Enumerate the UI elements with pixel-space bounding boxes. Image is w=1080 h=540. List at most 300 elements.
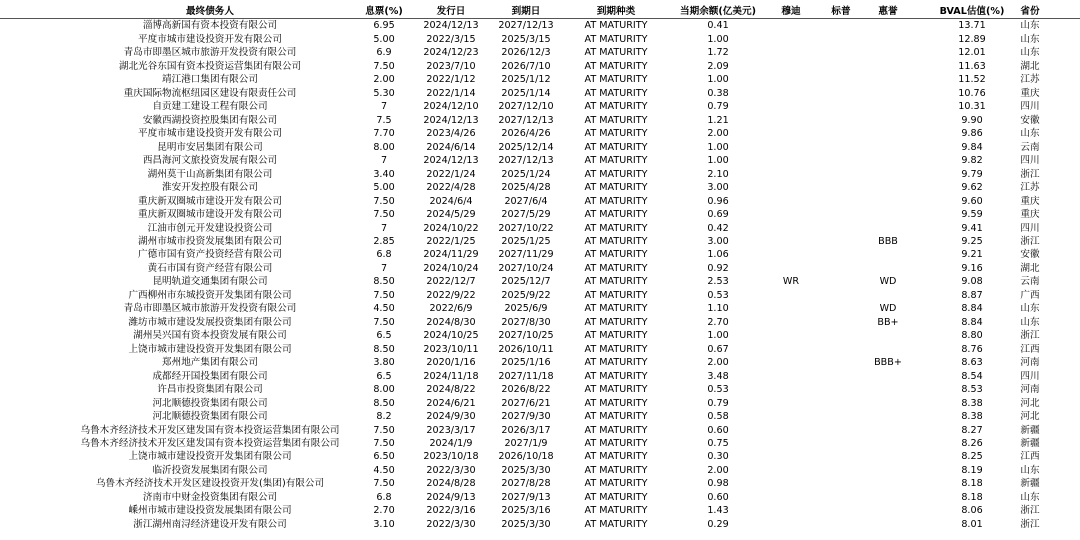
outstanding-cell: 0.42 bbox=[707, 222, 729, 234]
maturity-type-cell: AT MATURITY bbox=[584, 303, 648, 315]
coupon-cell: 7.70 bbox=[373, 128, 395, 140]
coupon-cell: 2.00 bbox=[373, 74, 395, 86]
outstanding-cell: 0.98 bbox=[707, 478, 729, 490]
coupon-cell: 3.80 bbox=[373, 357, 395, 369]
maturity-type-cell: AT MATURITY bbox=[584, 289, 648, 301]
outstanding-cell: 2.10 bbox=[707, 168, 729, 180]
maturity-type-cell: AT MATURITY bbox=[584, 330, 648, 342]
maturity-date-cell: 2027/10/22 bbox=[498, 222, 554, 234]
table-row bbox=[0, 87, 1080, 100]
maturity-date-cell: 2027/9/13 bbox=[501, 491, 551, 503]
maturity-date-cell: 2026/3/17 bbox=[501, 424, 551, 436]
outstanding-cell: 0.75 bbox=[707, 438, 729, 449]
outstanding-cell: 0.38 bbox=[707, 87, 729, 99]
bval-cell: 9.59 bbox=[961, 209, 983, 221]
outstanding-cell: 1.00 bbox=[707, 330, 729, 342]
maturity-date-cell: 2025/9/22 bbox=[501, 289, 551, 301]
bval-cell: 9.82 bbox=[961, 155, 983, 167]
province-cell: 重庆 bbox=[1020, 209, 1040, 221]
outstanding-cell: 0.69 bbox=[707, 209, 729, 221]
maturity-date-cell: 2027/11/29 bbox=[498, 249, 554, 261]
header-moodys: 穆迪 bbox=[781, 6, 801, 17]
bval-cell: 8.54 bbox=[961, 370, 983, 382]
coupon-cell: 6.9 bbox=[376, 47, 392, 59]
outstanding-cell: 1.43 bbox=[707, 505, 729, 517]
table-row bbox=[0, 33, 1080, 46]
maturity-type-cell: AT MATURITY bbox=[584, 168, 648, 180]
outstanding-cell: 1.00 bbox=[707, 74, 729, 86]
maturity-type-cell: AT MATURITY bbox=[584, 491, 648, 503]
outstanding-cell: 1.10 bbox=[707, 303, 729, 315]
issue-date-cell: 2023/4/26 bbox=[426, 128, 476, 140]
bval-cell: 8.18 bbox=[961, 478, 983, 490]
obligor-cell: 乌鲁木齐经济技术开发区建发国有资本投资运营集团有限公司 bbox=[80, 424, 340, 436]
maturity-date-cell: 2025/3/15 bbox=[501, 33, 551, 45]
maturity-type-cell: AT MATURITY bbox=[584, 182, 648, 194]
table-row bbox=[0, 437, 1080, 450]
province-cell: 四川 bbox=[1020, 101, 1040, 113]
table-row bbox=[0, 73, 1080, 86]
maturity-type-cell: AT MATURITY bbox=[584, 397, 648, 409]
province-cell: 江苏 bbox=[1020, 74, 1040, 86]
province-cell: 山东 bbox=[1020, 128, 1040, 140]
header-maturity-date: 到期日 bbox=[511, 6, 541, 17]
obligor-cell: 青岛市即墨区城市旅游开发投资有限公司 bbox=[123, 47, 297, 59]
maturity-date-cell: 2025/12/14 bbox=[498, 141, 554, 153]
issue-date-cell: 2022/1/24 bbox=[426, 168, 476, 180]
table-row bbox=[0, 114, 1080, 127]
outstanding-cell: 2.70 bbox=[707, 316, 729, 328]
bond-table bbox=[0, 5, 1080, 535]
bval-cell: 9.25 bbox=[961, 235, 983, 247]
table-row bbox=[0, 424, 1080, 437]
coupon-cell: 5.00 bbox=[373, 33, 395, 45]
maturity-type-cell: AT MATURITY bbox=[584, 478, 648, 490]
table-row bbox=[0, 464, 1080, 477]
header-outstanding: 当期余额(亿美元) bbox=[680, 6, 756, 17]
obligor-cell: 湖州莫干山高新集团有限公司 bbox=[147, 168, 273, 180]
issue-date-cell: 2024/6/21 bbox=[426, 397, 476, 409]
maturity-type-cell: AT MATURITY bbox=[584, 505, 648, 517]
maturity-date-cell: 2027/6/4 bbox=[504, 195, 548, 207]
obligor-cell: 乌鲁木齐经济技术开发区建发国有资本投资运营集团有限公司 bbox=[80, 438, 340, 449]
maturity-type-cell: AT MATURITY bbox=[584, 33, 648, 45]
maturity-type-cell: AT MATURITY bbox=[584, 128, 648, 140]
obligor-cell: 淄博高新国有资本投资有限公司 bbox=[142, 20, 278, 32]
issue-date-cell: 2024/1/9 bbox=[429, 438, 473, 449]
issue-date-cell: 2024/9/30 bbox=[426, 411, 476, 423]
obligor-cell: 上饶市城市建设投资开发集团有限公司 bbox=[128, 451, 292, 463]
obligor-cell: 潍坊市城市建设发展投资集团有限公司 bbox=[128, 316, 292, 328]
bval-cell: 9.16 bbox=[961, 262, 983, 274]
table-row bbox=[0, 208, 1080, 221]
maturity-date-cell: 2025/3/16 bbox=[501, 505, 551, 517]
bval-cell: 8.18 bbox=[961, 491, 983, 503]
issue-date-cell: 2023/10/11 bbox=[423, 343, 479, 355]
table-body bbox=[0, 19, 1080, 531]
province-cell: 新疆 bbox=[1020, 438, 1040, 449]
issue-date-cell: 2024/11/29 bbox=[423, 249, 479, 261]
bval-cell: 13.71 bbox=[958, 20, 986, 32]
obligor-cell: 嵊州市城市建设投资发展集团有限公司 bbox=[128, 505, 292, 517]
obligor-cell: 青岛市即墨区城市旅游开发投资有限公司 bbox=[123, 303, 297, 315]
table-row bbox=[0, 343, 1080, 356]
table-row bbox=[0, 504, 1080, 517]
bval-cell: 8.84 bbox=[961, 303, 983, 315]
maturity-type-cell: AT MATURITY bbox=[584, 276, 648, 288]
province-cell: 山东 bbox=[1020, 491, 1040, 503]
maturity-date-cell: 2027/10/25 bbox=[498, 330, 554, 342]
coupon-cell: 7.50 bbox=[373, 60, 395, 72]
outstanding-cell: 0.30 bbox=[707, 451, 729, 463]
coupon-cell: 8.50 bbox=[373, 397, 395, 409]
province-cell: 江西 bbox=[1020, 451, 1040, 463]
province-cell: 新疆 bbox=[1020, 424, 1040, 436]
header-sp: 标普 bbox=[831, 6, 851, 17]
maturity-type-cell: AT MATURITY bbox=[584, 262, 648, 274]
bval-cell: 11.52 bbox=[958, 74, 986, 86]
obligor-cell: 淮安开发控股有限公司 bbox=[162, 182, 258, 194]
table-row bbox=[0, 329, 1080, 342]
coupon-cell: 7 bbox=[380, 155, 388, 167]
outstanding-cell: 1.21 bbox=[707, 114, 729, 126]
coupon-cell: 7 bbox=[380, 101, 388, 113]
outstanding-cell: 0.79 bbox=[707, 397, 729, 409]
province-cell: 四川 bbox=[1020, 222, 1040, 234]
table-row bbox=[0, 222, 1080, 235]
obligor-cell: 郑州地产集团有限公司 bbox=[162, 357, 258, 369]
bval-cell: 8.38 bbox=[961, 411, 983, 423]
outstanding-cell: 2.09 bbox=[707, 60, 729, 72]
obligor-cell: 上饶市城市建设投资开发集团有限公司 bbox=[128, 343, 292, 355]
province-cell: 河南 bbox=[1020, 357, 1040, 369]
maturity-type-cell: AT MATURITY bbox=[584, 20, 648, 32]
table-row bbox=[0, 370, 1080, 383]
header-fitch: 惠誉 bbox=[878, 6, 898, 17]
fitch-cell: BBB+ bbox=[874, 357, 902, 369]
issue-date-cell: 2024/11/18 bbox=[423, 370, 479, 382]
maturity-type-cell: AT MATURITY bbox=[584, 101, 648, 113]
province-cell: 江苏 bbox=[1020, 182, 1040, 194]
table-row bbox=[0, 316, 1080, 329]
province-cell: 山东 bbox=[1020, 47, 1040, 59]
obligor-cell: 平度市城市建设投资开发有限公司 bbox=[138, 128, 282, 140]
province-cell: 四川 bbox=[1020, 155, 1040, 167]
issue-date-cell: 2022/4/28 bbox=[426, 182, 476, 194]
coupon-cell: 7.50 bbox=[373, 478, 395, 490]
maturity-date-cell: 2026/12/3 bbox=[501, 47, 551, 59]
obligor-cell: 平度市城市建设投资开发有限公司 bbox=[138, 33, 282, 45]
header-maturity-type: 到期种类 bbox=[596, 6, 636, 17]
maturity-date-cell: 2027/12/13 bbox=[498, 114, 554, 126]
maturity-date-cell: 2025/1/24 bbox=[501, 168, 551, 180]
maturity-type-cell: AT MATURITY bbox=[584, 155, 648, 167]
province-cell: 云南 bbox=[1020, 276, 1040, 288]
bval-cell: 8.26 bbox=[961, 438, 983, 449]
issue-date-cell: 2024/9/13 bbox=[426, 491, 476, 503]
table-row bbox=[0, 141, 1080, 154]
maturity-date-cell: 2026/10/18 bbox=[498, 451, 554, 463]
issue-date-cell: 2023/3/17 bbox=[426, 424, 476, 436]
maturity-date-cell: 2027/1/9 bbox=[504, 438, 548, 449]
bval-cell: 8.01 bbox=[961, 518, 983, 530]
table-row bbox=[0, 383, 1080, 396]
maturity-type-cell: AT MATURITY bbox=[584, 411, 648, 423]
outstanding-cell: 0.96 bbox=[707, 195, 729, 207]
outstanding-cell: 0.53 bbox=[707, 384, 729, 396]
header-issue-date: 发行日 bbox=[436, 6, 466, 17]
coupon-cell: 7 bbox=[380, 262, 388, 274]
header-coupon: 息票(%) bbox=[365, 6, 403, 17]
province-cell: 新疆 bbox=[1020, 478, 1040, 490]
table-row bbox=[0, 19, 1080, 32]
bval-cell: 9.60 bbox=[961, 195, 983, 207]
fitch-cell: BB+ bbox=[877, 316, 899, 328]
coupon-cell: 8.00 bbox=[373, 141, 395, 153]
bval-cell: 8.53 bbox=[961, 384, 983, 396]
table-row bbox=[0, 127, 1080, 140]
maturity-type-cell: AT MATURITY bbox=[584, 370, 648, 382]
maturity-type-cell: AT MATURITY bbox=[584, 87, 648, 99]
maturity-type-cell: AT MATURITY bbox=[584, 249, 648, 261]
bval-cell: 9.08 bbox=[961, 276, 983, 288]
maturity-date-cell: 2026/7/10 bbox=[501, 60, 551, 72]
maturity-type-cell: AT MATURITY bbox=[584, 384, 648, 396]
bval-cell: 9.90 bbox=[961, 114, 983, 126]
table-row bbox=[0, 100, 1080, 113]
maturity-type-cell: AT MATURITY bbox=[584, 141, 648, 153]
coupon-cell: 4.50 bbox=[373, 303, 395, 315]
outstanding-cell: 0.58 bbox=[707, 411, 729, 423]
bval-cell: 8.38 bbox=[961, 397, 983, 409]
fitch-cell: WD bbox=[879, 303, 897, 315]
outstanding-cell: 3.00 bbox=[707, 182, 729, 194]
coupon-cell: 7.50 bbox=[373, 289, 395, 301]
bval-cell: 9.62 bbox=[961, 182, 983, 194]
bval-cell: 8.27 bbox=[961, 424, 983, 436]
maturity-type-cell: AT MATURITY bbox=[584, 464, 648, 476]
province-cell: 河北 bbox=[1020, 411, 1040, 423]
maturity-date-cell: 2025/6/9 bbox=[504, 303, 548, 315]
issue-date-cell: 2022/3/15 bbox=[426, 33, 476, 45]
maturity-date-cell: 2025/1/12 bbox=[501, 74, 551, 86]
issue-date-cell: 2022/3/30 bbox=[426, 518, 476, 530]
obligor-cell: 重庆新双圈城市建设开发有限公司 bbox=[138, 209, 282, 221]
maturity-date-cell: 2025/4/28 bbox=[501, 182, 551, 194]
province-cell: 安徽 bbox=[1020, 249, 1040, 261]
bval-cell: 9.79 bbox=[961, 168, 983, 180]
province-cell: 江西 bbox=[1020, 343, 1040, 355]
table-row bbox=[0, 491, 1080, 504]
issue-date-cell: 2022/3/30 bbox=[426, 464, 476, 476]
maturity-type-cell: AT MATURITY bbox=[584, 74, 648, 86]
issue-date-cell: 2022/3/16 bbox=[426, 505, 476, 517]
issue-date-cell: 2023/7/10 bbox=[426, 60, 476, 72]
obligor-cell: 昆明轨道交通集团有限公司 bbox=[152, 276, 268, 288]
outstanding-cell: 1.00 bbox=[707, 155, 729, 167]
maturity-type-cell: AT MATURITY bbox=[584, 424, 648, 436]
maturity-date-cell: 2026/10/11 bbox=[498, 343, 554, 355]
table-row bbox=[0, 356, 1080, 369]
issue-date-cell: 2024/12/23 bbox=[423, 47, 479, 59]
obligor-cell: 湖北光谷东国有资本投资运营集团有限公司 bbox=[118, 60, 302, 72]
maturity-date-cell: 2027/8/28 bbox=[501, 478, 551, 490]
bval-cell: 8.06 bbox=[961, 505, 983, 517]
maturity-date-cell: 2027/12/13 bbox=[498, 20, 554, 32]
table-header bbox=[0, 5, 1080, 19]
header-obligor: 最终债务人 bbox=[186, 6, 234, 17]
maturity-date-cell: 2027/6/21 bbox=[501, 397, 551, 409]
coupon-cell: 8.50 bbox=[373, 276, 395, 288]
coupon-cell: 7.50 bbox=[373, 209, 395, 221]
obligor-cell: 河北顺德投资集团有限公司 bbox=[152, 411, 268, 423]
fitch-cell: WD bbox=[879, 276, 897, 288]
table-row bbox=[0, 248, 1080, 261]
province-cell: 山东 bbox=[1020, 303, 1040, 315]
issue-date-cell: 2024/10/25 bbox=[423, 330, 479, 342]
bval-cell: 10.31 bbox=[958, 101, 986, 113]
issue-date-cell: 2024/12/13 bbox=[423, 114, 479, 126]
issue-date-cell: 2022/6/9 bbox=[429, 303, 473, 315]
coupon-cell: 8.00 bbox=[373, 384, 395, 396]
issue-date-cell: 2024/5/29 bbox=[426, 209, 476, 221]
maturity-date-cell: 2025/1/25 bbox=[501, 235, 551, 247]
coupon-cell: 6.95 bbox=[373, 20, 395, 32]
outstanding-cell: 0.92 bbox=[707, 262, 729, 274]
province-cell: 安徽 bbox=[1020, 114, 1040, 126]
province-cell: 湖北 bbox=[1020, 60, 1040, 72]
issue-date-cell: 2024/8/22 bbox=[426, 384, 476, 396]
maturity-date-cell: 2027/8/30 bbox=[501, 316, 551, 328]
outstanding-cell: 0.60 bbox=[707, 424, 729, 436]
table-row bbox=[0, 275, 1080, 288]
outstanding-cell: 0.29 bbox=[707, 518, 729, 530]
bval-cell: 9.21 bbox=[961, 249, 983, 261]
bval-cell: 8.84 bbox=[961, 316, 983, 328]
issue-date-cell: 2024/6/14 bbox=[426, 141, 476, 153]
obligor-cell: 黄石市国有资产经营有限公司 bbox=[147, 262, 273, 274]
issue-date-cell: 2022/1/25 bbox=[426, 235, 476, 247]
table-row bbox=[0, 450, 1080, 463]
outstanding-cell: 0.79 bbox=[707, 101, 729, 113]
obligor-cell: 湖州吴兴国有资本投资发展有限公司 bbox=[133, 330, 287, 342]
obligor-cell: 广德市国有资产投资经营有限公司 bbox=[138, 249, 282, 261]
obligor-cell: 广西柳州市东城投资开发集团有限公司 bbox=[128, 289, 292, 301]
issue-date-cell: 2022/1/14 bbox=[426, 87, 476, 99]
table-row bbox=[0, 168, 1080, 181]
issue-date-cell: 2022/1/12 bbox=[426, 74, 476, 86]
province-cell: 重庆 bbox=[1020, 87, 1040, 99]
coupon-cell: 7.50 bbox=[373, 195, 395, 207]
outstanding-cell: 1.00 bbox=[707, 33, 729, 45]
coupon-cell: 8.50 bbox=[373, 343, 395, 355]
maturity-type-cell: AT MATURITY bbox=[584, 343, 648, 355]
outstanding-cell: 0.41 bbox=[707, 20, 729, 32]
outstanding-cell: 0.60 bbox=[707, 491, 729, 503]
maturity-type-cell: AT MATURITY bbox=[584, 235, 648, 247]
issue-date-cell: 2022/12/7 bbox=[426, 276, 476, 288]
bval-cell: 12.01 bbox=[958, 47, 986, 59]
obligor-cell: 乌鲁木齐经济技术开发区建设投资开发(集团)有限公司 bbox=[95, 478, 325, 490]
maturity-date-cell: 2027/10/24 bbox=[498, 262, 554, 274]
outstanding-cell: 1.72 bbox=[707, 47, 729, 59]
issue-date-cell: 2024/8/30 bbox=[426, 316, 476, 328]
coupon-cell: 6.5 bbox=[376, 330, 392, 342]
table-row bbox=[0, 397, 1080, 410]
table-row bbox=[0, 262, 1080, 275]
maturity-date-cell: 2025/12/7 bbox=[501, 276, 551, 288]
obligor-cell: 浙江湖州南浔经济建设开发有限公司 bbox=[133, 518, 287, 530]
coupon-cell: 7.50 bbox=[373, 424, 395, 436]
issue-date-cell: 2024/12/10 bbox=[423, 101, 479, 113]
issue-date-cell: 2024/12/13 bbox=[423, 155, 479, 167]
coupon-cell: 6.8 bbox=[376, 249, 392, 261]
issue-date-cell: 2022/9/22 bbox=[426, 289, 476, 301]
issue-date-cell: 2023/10/18 bbox=[423, 451, 479, 463]
province-cell: 山东 bbox=[1020, 33, 1040, 45]
obligor-cell: 昆明市安居集团有限公司 bbox=[157, 141, 263, 153]
obligor-cell: 重庆新双圈城市建设开发有限公司 bbox=[138, 195, 282, 207]
outstanding-cell: 3.48 bbox=[707, 370, 729, 382]
province-cell: 河北 bbox=[1020, 397, 1040, 409]
outstanding-cell: 3.00 bbox=[707, 235, 729, 247]
bval-cell: 8.19 bbox=[961, 464, 983, 476]
obligor-cell: 重庆国际物流枢纽园区建设有限责任公司 bbox=[123, 87, 297, 99]
coupon-cell: 2.85 bbox=[373, 235, 395, 247]
maturity-type-cell: AT MATURITY bbox=[584, 316, 648, 328]
table-row bbox=[0, 154, 1080, 167]
bval-cell: 8.76 bbox=[961, 343, 983, 355]
province-cell: 广西 bbox=[1020, 289, 1040, 301]
coupon-cell: 8.2 bbox=[376, 411, 392, 423]
bval-cell: 8.63 bbox=[961, 357, 983, 369]
maturity-type-cell: AT MATURITY bbox=[584, 114, 648, 126]
table-row bbox=[0, 410, 1080, 423]
coupon-cell: 2.70 bbox=[373, 505, 395, 517]
outstanding-cell: 1.06 bbox=[707, 249, 729, 261]
obligor-cell: 江油市创元开发建设投资公司 bbox=[147, 222, 273, 234]
obligor-cell: 临沂投资发展集团有限公司 bbox=[152, 464, 268, 476]
table-row bbox=[0, 477, 1080, 490]
maturity-date-cell: 2025/3/30 bbox=[501, 464, 551, 476]
obligor-cell: 湖州市城市投资发展集团有限公司 bbox=[138, 235, 282, 247]
bval-cell: 8.80 bbox=[961, 330, 983, 342]
coupon-cell: 5.00 bbox=[373, 182, 395, 194]
maturity-date-cell: 2027/12/13 bbox=[498, 155, 554, 167]
maturity-date-cell: 2026/8/22 bbox=[501, 384, 551, 396]
province-cell: 浙江 bbox=[1020, 168, 1040, 180]
maturity-type-cell: AT MATURITY bbox=[584, 357, 648, 369]
bval-cell: 8.87 bbox=[961, 289, 983, 301]
outstanding-cell: 2.00 bbox=[707, 128, 729, 140]
table-row bbox=[0, 518, 1080, 531]
issue-date-cell: 2024/10/22 bbox=[423, 222, 479, 234]
coupon-cell: 6.5 bbox=[376, 370, 392, 382]
province-cell: 湖北 bbox=[1020, 262, 1040, 274]
outstanding-cell: 1.00 bbox=[707, 141, 729, 153]
maturity-date-cell: 2026/4/26 bbox=[501, 128, 551, 140]
moodys-cell: WR bbox=[782, 276, 800, 288]
bval-cell: 12.89 bbox=[958, 33, 986, 45]
coupon-cell: 6.8 bbox=[376, 491, 392, 503]
maturity-date-cell: 2027/11/18 bbox=[498, 370, 554, 382]
table-row bbox=[0, 302, 1080, 315]
coupon-cell: 6.50 bbox=[373, 451, 395, 463]
header-province: 省份 bbox=[1020, 6, 1040, 17]
province-cell: 浙江 bbox=[1020, 330, 1040, 342]
coupon-cell: 4.50 bbox=[373, 464, 395, 476]
issue-date-cell: 2024/6/4 bbox=[429, 195, 473, 207]
